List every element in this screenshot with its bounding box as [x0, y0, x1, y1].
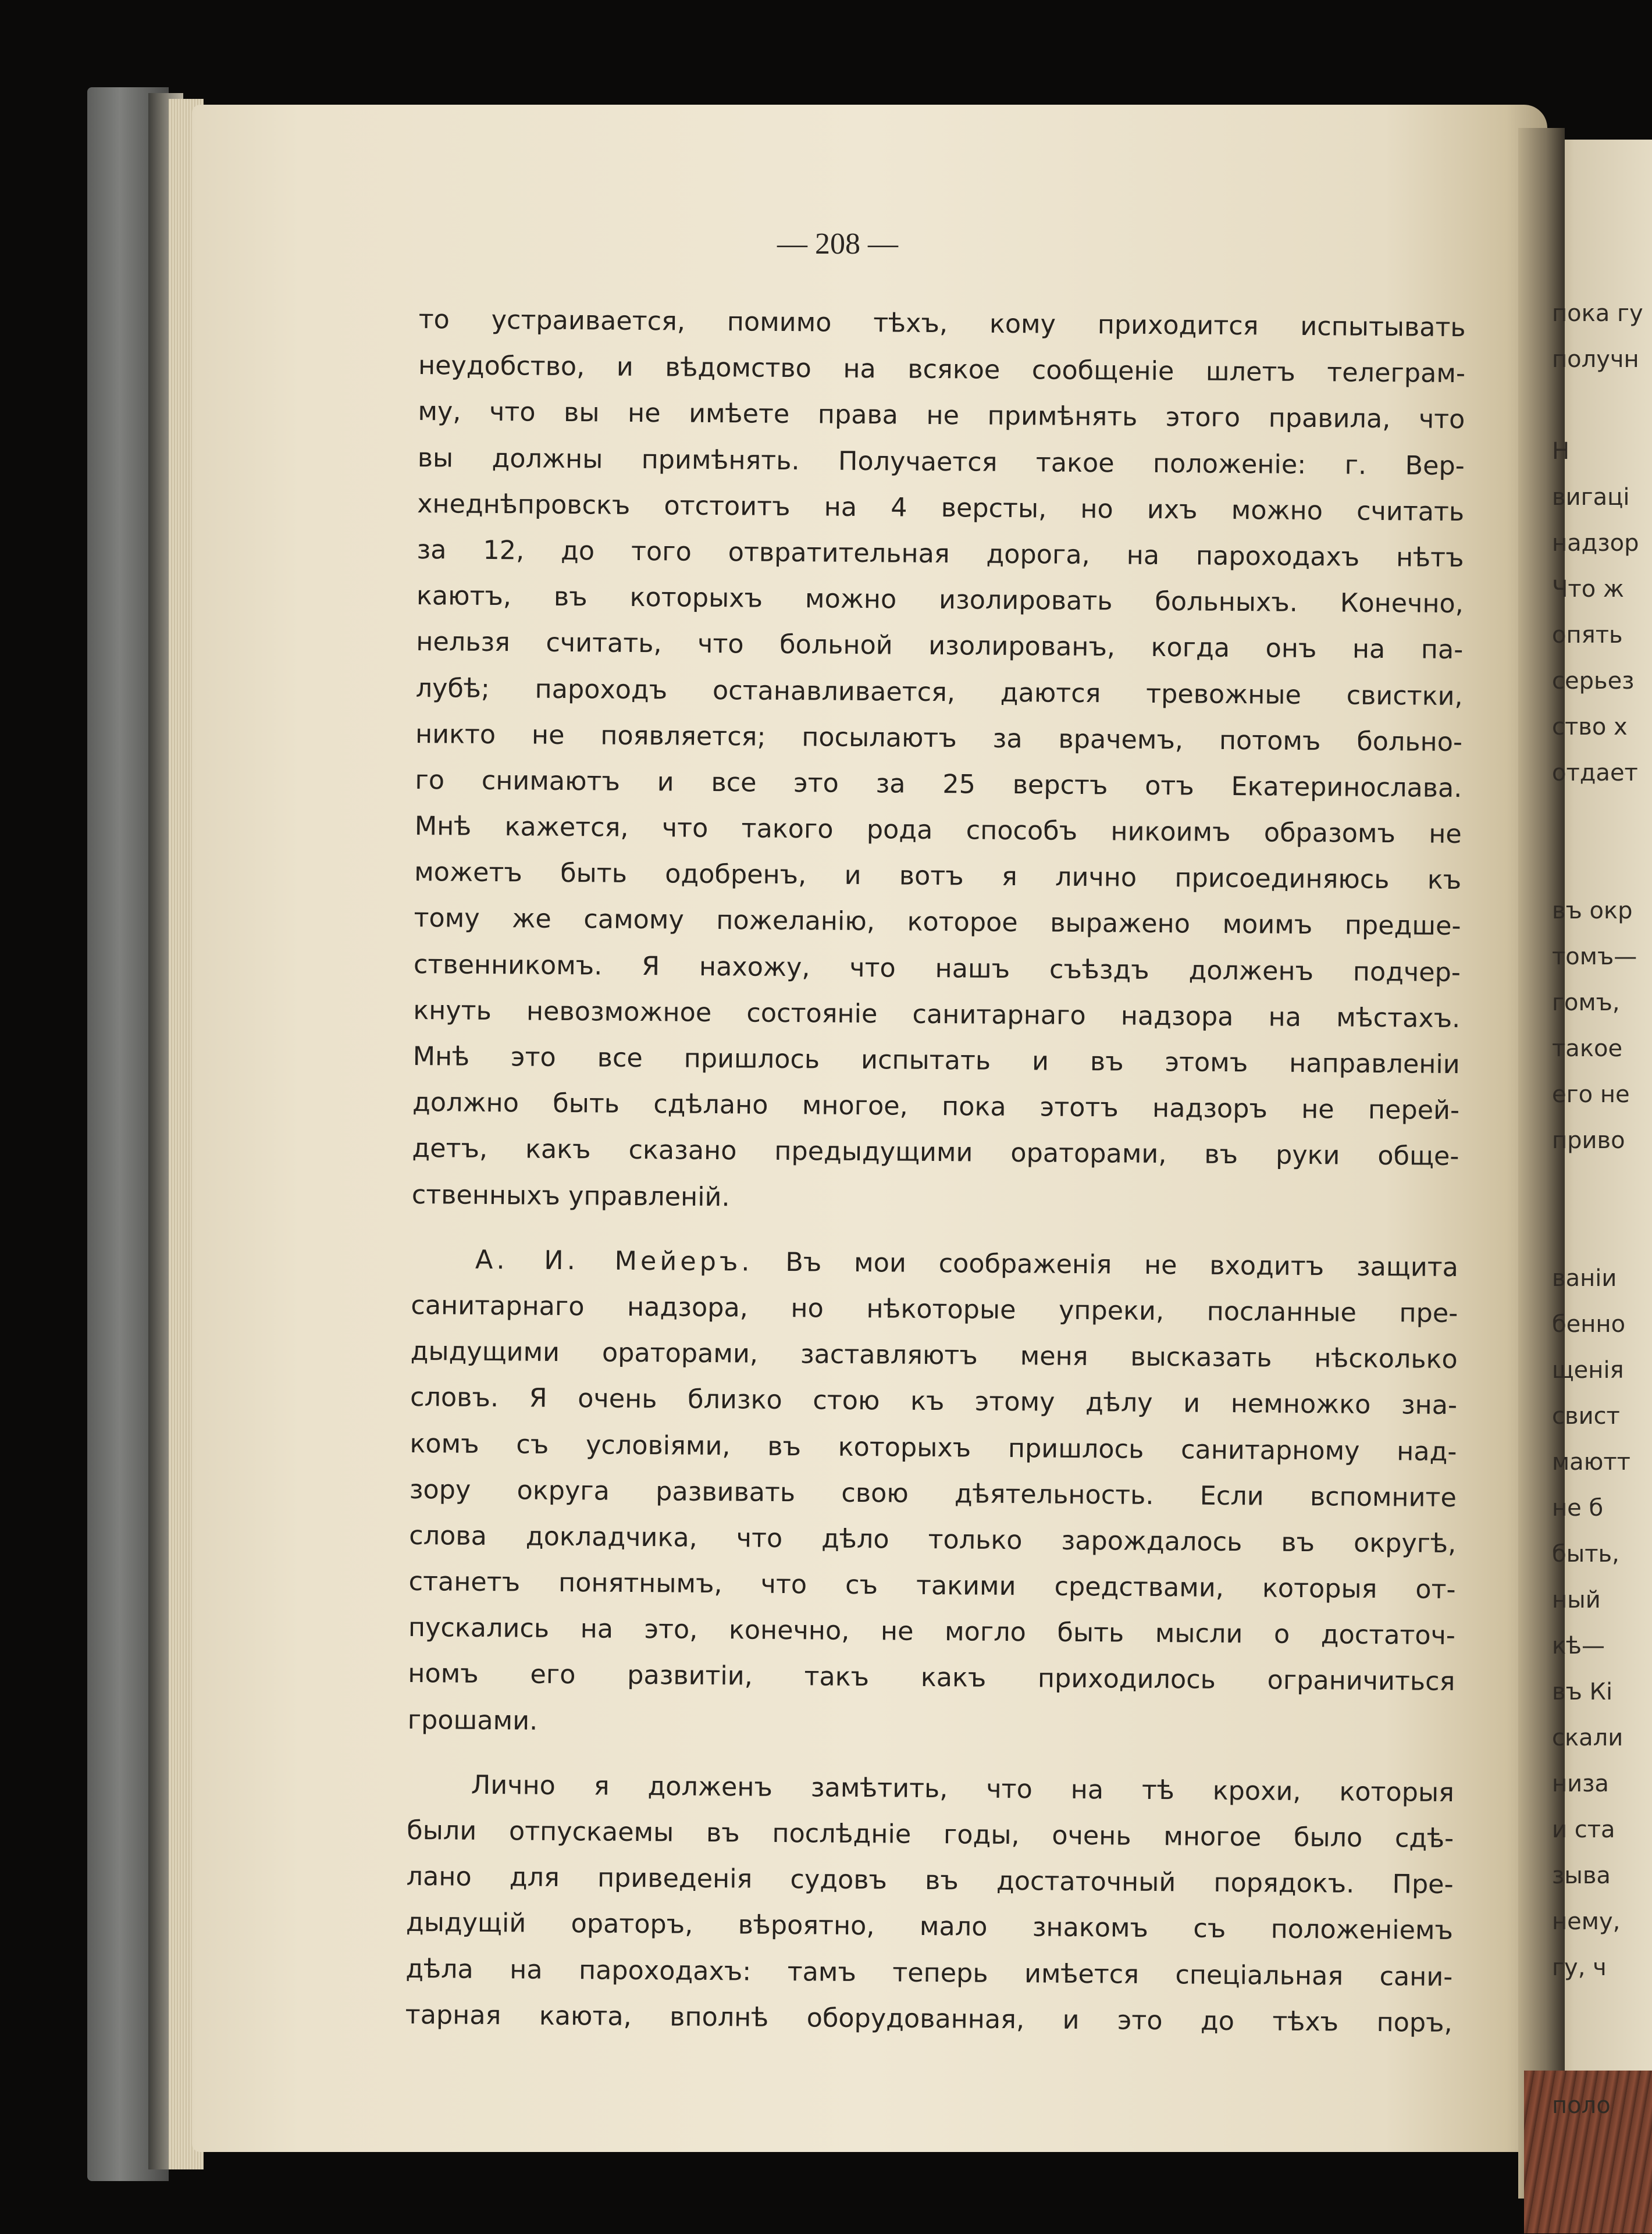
text-line: станетъ понятнымъ, что съ такими средствами, которыя от-	[408, 1566, 1456, 1605]
facing-page-fragment	[1552, 1164, 1652, 1210]
text-line: дыдущими ораторами, заставляютъ меня высказать нѣсколько	[410, 1337, 1458, 1375]
facing-page-fragment: въ окр	[1552, 897, 1633, 924]
text-line: Мнѣ кажется, что такого рода способъ никоимъ образомъ не	[414, 811, 1462, 850]
facing-page-fragment: Н	[1552, 438, 1570, 465]
text-line: дыдущій ораторъ, вѣроятно, мало знакомъ съ положеніемъ	[405, 1908, 1454, 1946]
facing-page-fragment: приво	[1552, 1127, 1625, 1154]
text-line: ственныхъ управленій.	[411, 1180, 730, 1212]
facing-page-fragment	[1552, 1210, 1652, 1256]
text-line: зору округа развивать свою дѣятельность. Если вспомните	[409, 1474, 1457, 1513]
facing-page-fragment: отдает	[1552, 760, 1638, 786]
text-line: лано для приведенія судовъ въ достаточный порядокъ. Пре-	[406, 1862, 1454, 1900]
facing-page-fragment: его не	[1552, 1081, 1630, 1108]
facing-page-fragment: гомъ,	[1552, 989, 1620, 1016]
speaker-text: Въ мои соображенія не входитъ защита	[785, 1247, 1459, 1282]
page-body	[405, 297, 1465, 2046]
text-line: комъ съ условіями, въ которыхъ пришлось санитарному над-	[410, 1428, 1457, 1467]
facing-page-fragment: ный	[1552, 1587, 1601, 1613]
facing-page-fragment: надзор	[1552, 530, 1639, 557]
facing-page-fragment: вигаці	[1552, 484, 1630, 511]
facing-page-fragment: томъ—	[1552, 943, 1637, 970]
text-line: лубѣ; пароходъ останавливается, даются тревожные свистки,	[415, 673, 1463, 711]
facing-page-fragment: кѣ—	[1552, 1633, 1605, 1659]
text-line: тому же самому пожеланію, которое выражено моимъ предше-	[414, 903, 1461, 942]
facing-page-fragment: скали	[1552, 1725, 1623, 1751]
page-number: — 208 —	[777, 227, 898, 261]
speaker-line	[411, 1237, 1459, 1291]
facing-page-fragment: серьез	[1552, 668, 1635, 694]
facing-page-fragment: пока гу	[1552, 300, 1643, 327]
text-line: должно быть сдѣлано многое, пока этотъ надзоръ не перей-	[412, 1088, 1460, 1126]
facing-page-fragment: свист	[1552, 1403, 1620, 1430]
text-line: пускались на это, конечно, не могло быть мысли о достаточ-	[408, 1613, 1456, 1651]
speaker-name: А. И. Мейеръ.	[475, 1245, 753, 1277]
text-line: каютъ, въ которыхъ можно изолировать больныхъ. Конечно,	[416, 581, 1464, 619]
text-line: санитарнаго надзора, но нѣкоторые упреки, посланные пре-	[411, 1290, 1458, 1329]
facing-page-text	[1552, 291, 1652, 2129]
facing-page-fragment: низа	[1552, 1770, 1609, 1797]
facing-page-fragment	[1552, 2037, 1652, 2083]
text-line: Лично я долженъ замѣтить, что на тѣ крохи, которыя	[471, 1770, 1455, 1808]
text-line: тарная каюта, вполнѣ оборудованная, и это до тѣхъ поръ,	[405, 2000, 1452, 2038]
text-line: можетъ быть одобренъ, и вотъ я лично присоединяюсь къ	[414, 857, 1462, 896]
text-line: ственникомъ. Я нахожу, что нашъ съѣздъ долженъ подчер-	[413, 949, 1461, 988]
text-line: никто не появляется; посылаютъ за врачемъ, потомъ больно-	[415, 719, 1463, 757]
facing-page-fragment: нему,	[1552, 1908, 1621, 1935]
facing-page-fragment	[1552, 383, 1652, 429]
facing-page-fragment: ство х	[1552, 714, 1628, 740]
facing-page-fragment: бенно	[1552, 1311, 1626, 1338]
facing-page-fragment: не б	[1552, 1495, 1604, 1522]
facing-page-fragment: щенія	[1552, 1357, 1624, 1384]
facing-page-fragment: быть,	[1552, 1541, 1619, 1567]
text-line: го снимаютъ и все это за 25 верстъ отъ Екатеринослава.	[415, 765, 1462, 803]
text-line: кнуть невозможное состояніе санитарнаго надзора на мѣстахъ.	[413, 995, 1461, 1034]
facing-page-fragment: опять	[1552, 622, 1623, 649]
facing-page-fragment: Что ж	[1552, 576, 1624, 603]
facing-page-fragment: ваніи	[1552, 1265, 1617, 1292]
facing-page-fragment: зыва	[1552, 1862, 1611, 1889]
text-line: словъ. Я очень близко стою къ этому дѣлу и немножко зна-	[410, 1383, 1458, 1421]
text-line: дѣла на пароходахъ: тамъ теперь имѣется спеціальная сани-	[405, 1954, 1453, 1992]
text-line: Мнѣ это все пришлось испытать и въ этомъ направленіи	[412, 1041, 1460, 1080]
facing-page-fragment: такое	[1552, 1035, 1623, 1062]
text-line: нельзя считать, что больной изолированъ, когда онъ на па-	[416, 627, 1464, 665]
facing-page-fragment: маютт	[1552, 1449, 1630, 1476]
text-line: номъ его развитіи, такъ какъ приходилось ограничиться	[408, 1659, 1455, 1697]
text-line: неудобство, и вѣдомство на всякое сообщеніе шлетъ телеграм-	[418, 351, 1466, 389]
facing-page-fragment: получн	[1552, 346, 1639, 373]
facing-page-fragment: гу, ч	[1552, 1954, 1607, 1981]
text-line: му, что вы не имѣете права не примѣнять этого правила, что	[418, 397, 1465, 435]
facing-page-fragment: въ Кі	[1552, 1679, 1613, 1705]
text-line: грошами.	[407, 1705, 538, 1736]
text-line: то устраивается, помимо тѣхъ, кому приходится испытывать	[418, 304, 1466, 343]
facing-page-fragment: поло	[1552, 2092, 1611, 2119]
text-line: хнеднѣпровскъ отстоитъ на 4 версты, но ихъ можно считать	[417, 489, 1465, 527]
facing-page-fragment	[1552, 1991, 1652, 2037]
text-line: были отпускаемы въ послѣдніе годы, очень многое было сдѣ-	[407, 1815, 1454, 1854]
facing-page-fragment: и ста	[1552, 1816, 1615, 1843]
text-line: вы должны примѣнять. Получается такое положеніе: г. Вер-	[417, 443, 1465, 481]
text-line: детъ, какъ сказано предыдущими ораторами, въ руки обще-	[412, 1134, 1459, 1172]
text-line: слова докладчика, что дѣло только зарождалось въ округѣ,	[409, 1520, 1457, 1559]
facing-page-fragment	[1552, 796, 1652, 842]
facing-page-fragment	[1552, 842, 1652, 888]
text-line: за 12, до того отвратительная дорога, на пароходахъ нѣтъ	[416, 535, 1464, 573]
